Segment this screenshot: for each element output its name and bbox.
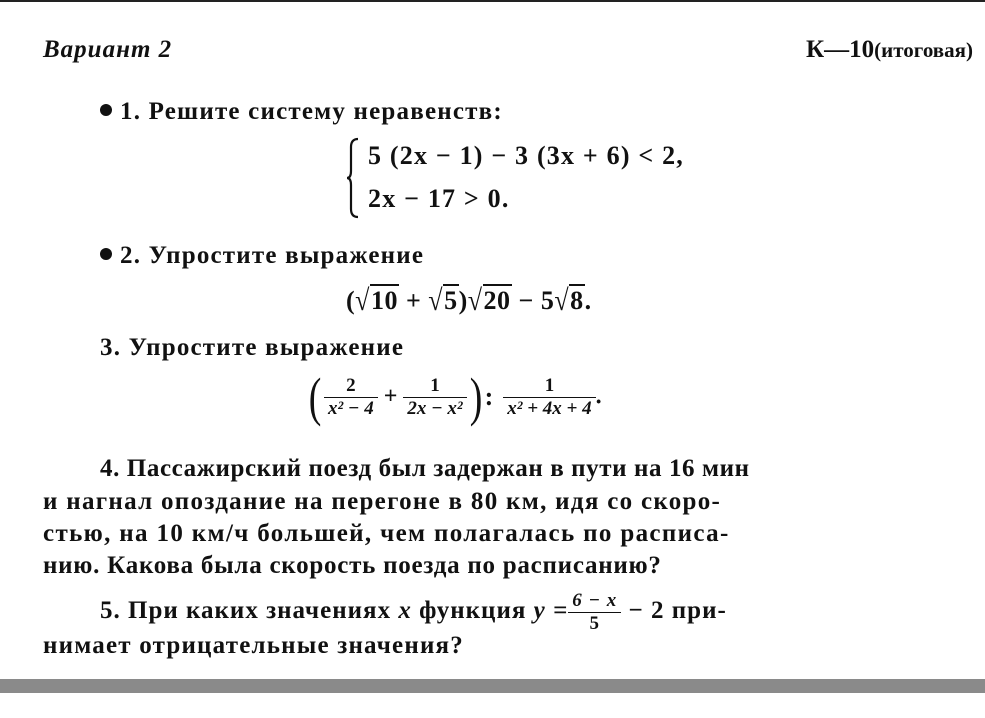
open-paren: ( [346, 286, 356, 315]
sqrt-5: √5 [428, 283, 458, 318]
task5-line-1 [100, 590, 727, 635]
fraction-1 [324, 375, 378, 420]
sqrt-10: √10 [355, 283, 398, 318]
sqrt-8: √8 [554, 283, 584, 318]
variant-title: Вариант 2 [43, 36, 173, 63]
task4-line-4: нию. Какова была скорость поезда по расписанию? [43, 552, 662, 579]
big-open-paren: ( [308, 367, 322, 427]
bottom-bar [0, 679, 985, 693]
bullet-icon [100, 104, 112, 116]
task3-number: 3. [100, 334, 122, 361]
task1-inequality-2: 2x − 17 > 0. [368, 184, 510, 213]
fraction-2-denominator: 2x − x² [407, 397, 463, 419]
system-brace-icon [346, 137, 360, 219]
big-close-paren: ) [469, 367, 482, 427]
radicand-5: 5 [444, 286, 458, 315]
fraction-1-numerator: 2 [324, 375, 378, 398]
task2-number: 2. [120, 242, 142, 269]
task2-expression [346, 283, 592, 318]
close-paren: ) [458, 286, 468, 315]
task4-line-3: стью, на 10 км/ч большей, чем полагалась по расписа- [43, 520, 730, 547]
plus-sign: + [398, 286, 429, 315]
fraction-2 [403, 375, 466, 420]
radicand-20: 20 [483, 286, 511, 315]
radicand-10: 10 [370, 286, 398, 315]
task5-part2: функция [419, 597, 527, 625]
task5-y-equals: y = [533, 597, 569, 625]
expr-period: . [584, 286, 592, 315]
division-colon: : [484, 382, 494, 411]
test-type-label: (итоговая) [874, 38, 973, 62]
radicand-8: 8 [570, 286, 584, 315]
fraction-2-numerator: 1 [403, 375, 466, 398]
fraction-3 [503, 375, 595, 420]
task2-text: Упростите выражение [148, 242, 425, 269]
task5-fraction [568, 590, 621, 635]
task5-part3: − 2 при- [628, 597, 727, 625]
task5-fraction-denominator: 5 [589, 613, 600, 634]
sqrt-20: √20 [467, 283, 511, 318]
task3-expression: ( $\frac{2}{\text{x² − 4}}$ + $\frac{1}{\text{2x − x²}}$ ) : $\frac{1}{\text{x² + 4x + 4}}$ . [308, 367, 602, 427]
task4-line-1: 4. Пассажирский поезд был задержан в пути на 16 мин [100, 455, 750, 482]
test-code [806, 36, 973, 64]
top-border [0, 0, 985, 2]
task5-variable-x: x [398, 597, 412, 625]
task3-period: . [595, 383, 602, 410]
fraction-3-denominator: x² + 4x + 4 [507, 397, 592, 419]
task1-number: 1. [120, 98, 142, 125]
task5-part1: 5. При каких значениях [100, 597, 392, 625]
task2-heading [100, 242, 424, 270]
task3-heading [100, 334, 404, 362]
task3-text: Упростите выражение [128, 334, 405, 361]
minus-five: − 5 [511, 286, 555, 315]
bullet-icon [100, 248, 112, 260]
task1-text: Решите систему неравенств: [148, 98, 503, 125]
task5-line-2: нимает отрицательные значения? [43, 632, 464, 659]
task5-fraction-numerator: 6 − x [568, 590, 621, 613]
test-code-label: К—10 [806, 36, 875, 63]
fraction-3-numerator: 1 [503, 375, 595, 398]
fraction-1-denominator: x² − 4 [327, 397, 374, 419]
task4-line-2: и нагнал опоздание на перегоне в 80 км, идя со скоро- [43, 488, 722, 515]
task1-inequality-1: 5 (2x − 1) − 3 (3x + 6) < 2, [368, 141, 684, 170]
task1-heading [100, 98, 503, 126]
